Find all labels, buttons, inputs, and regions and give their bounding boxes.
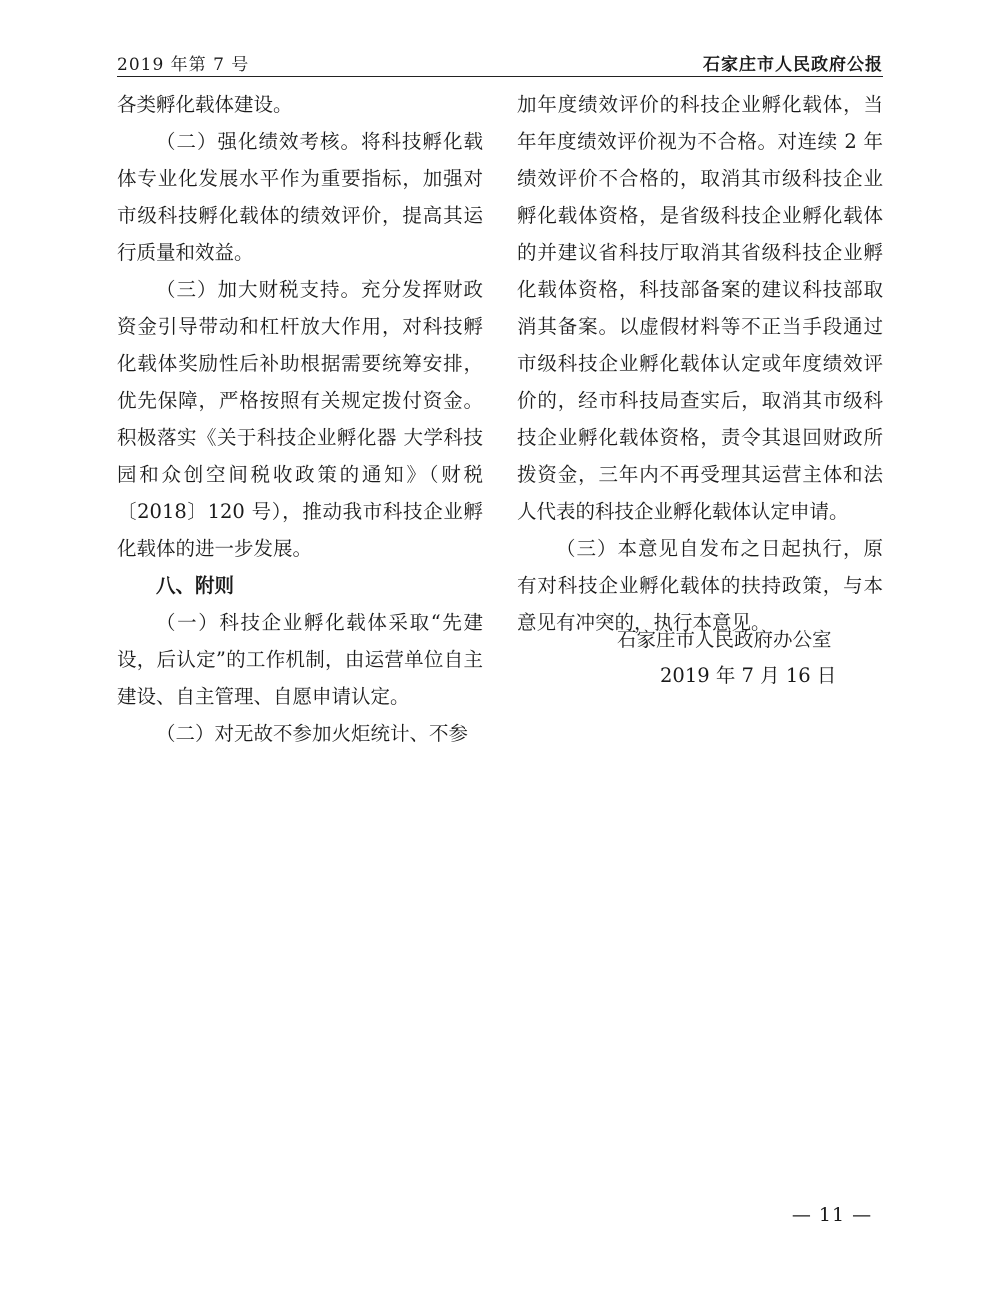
paragraph: 各类孵化载体建设。 [117, 93, 293, 116]
paragraph: （二）强化绩效考核。将科技孵化载体专业化发展水平作为重要指标，加强对市级科技孵化载体的绩效评价，提高其运行质量和效益。 [117, 130, 483, 264]
paragraph: （一）科技企业孵化载体采取“先建设，后认定”的工作机制，由运营单位自主建设、自主管理、自愿申请认定。 [117, 611, 483, 708]
paragraph: （三）本意见自发布之日起执行，原有对科技企业孵化载体的扶持政策，与本意见有冲突的，执行本意见。 [517, 537, 883, 634]
left-column [117, 86, 483, 752]
publication-title: 石家庄市人民政府公报 [703, 55, 883, 75]
section-heading: 八、附则 [156, 574, 235, 597]
signing-date: 2019 年 7 月 16 日 [660, 664, 837, 687]
right-column [517, 86, 883, 641]
paragraph: （三）加大财税支持。充分发挥财政资金引导带动和杠杆放大作用，对科技孵化载体奖励性后补助根据需要统筹安排，优先保障，严格按照有关规定拨付资金。积极落实《关于科技企业孵化器 大学科技园和众创空间税收政策的通知》（财税〔2018〕120 号），推动我市科技企业孵化载体的进一步发展。 [117, 278, 483, 560]
header-rule [117, 76, 883, 77]
issue-label: 2019 年第 7 号 [117, 55, 250, 75]
paragraph: 加年度绩效评价的科技企业孵化载体，当年年度绩效评价视为不合格。对连续 2 年绩效评价不合格的，取消其市级科技企业孵化载体资格，是省级科技企业孵化载体的并建议省科技厅取消其省级科技企业孵化载体资格，科技部备案的建议科技部取消其备案。以虚假材料等不正当手段通过市级科技企业孵化载体认定或年度绩效评价的，经市科技局查实后，取消其市级科技企业孵化载体资格，责令其退回财政所拨资金，三年内不再受理其运营主体和法人代表的科技企业孵化载体认定申请。 [517, 93, 883, 523]
paragraph: （二）对无故不参加火炬统计、不参 [156, 722, 469, 745]
signing-organization: 石家庄市人民政府办公室 [617, 628, 832, 651]
page-header [117, 48, 883, 78]
page-number: — 11 — [791, 1204, 873, 1226]
